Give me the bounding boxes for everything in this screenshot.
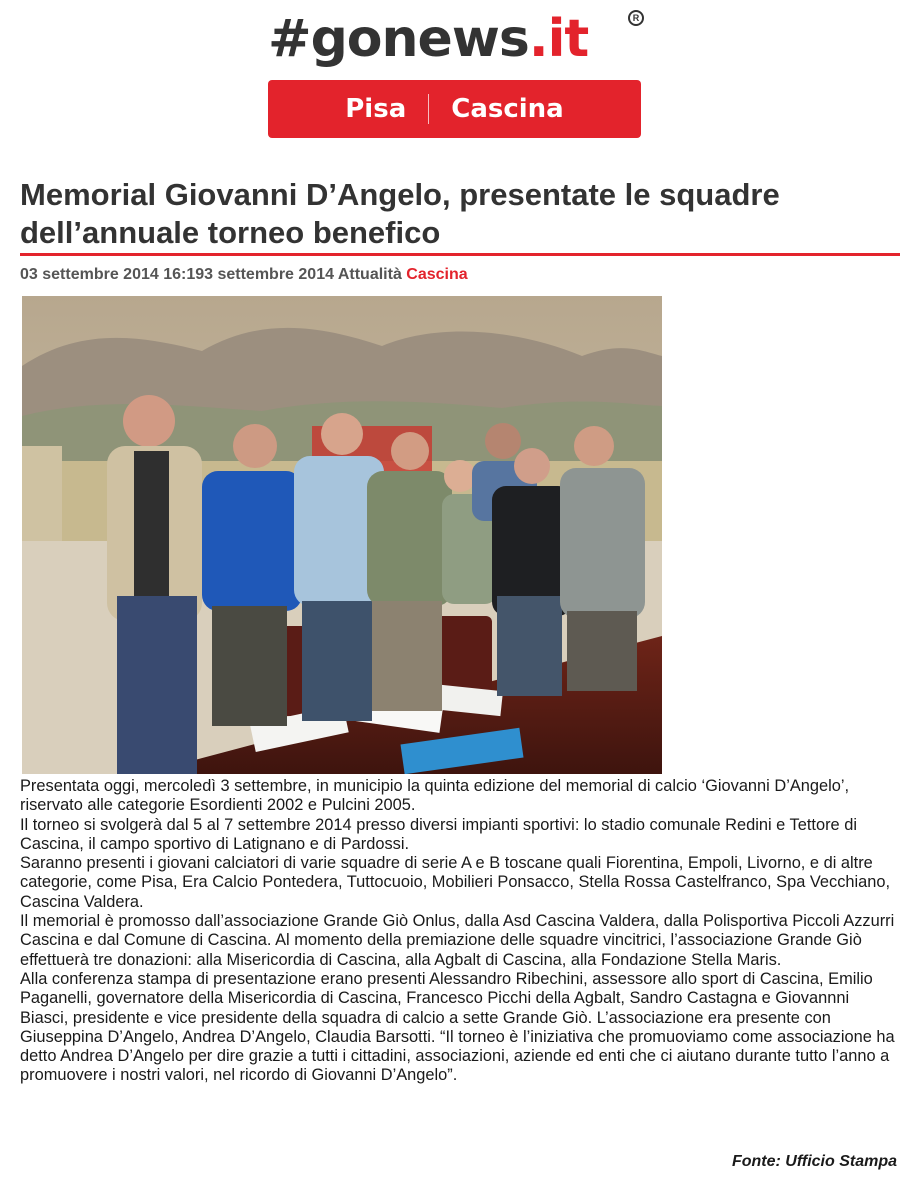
article-title: Memorial Giovanni D’Angelo, presentate le squadre dell’annuale torneo benefico	[20, 177, 780, 250]
article-body	[20, 777, 900, 1086]
article-source: Fonte: Ufficio Stampa	[731, 1153, 897, 1170]
logo-hash: #	[268, 9, 311, 69]
site-logo[interactable]	[268, 4, 648, 74]
article-date: 03 settembre 2014 16:193 settembre 2014 Attualità	[20, 266, 402, 283]
article-paragraph: Presentata oggi, mercoledì 3 settembre, in municipio la quinta edizione del memorial di calcio ‘Giovanni D’Angelo’, riservato alle categorie Esordienti 2002 e Pulcini 2005.	[20, 777, 850, 815]
article-paragraph: Saranno presenti i giovani calciatori di varie squadre di serie A e B toscane quali Fiorentina, Empoli, Livorno, e di altre categorie, come Pisa, Era Calcio Pontedera, Tuttocuoio, Mobilieri Ponsacco, Stella Rossa Castelfranco, Spa Vecchiano, Cascina Valdera.	[20, 854, 891, 911]
logo-wordmark	[268, 4, 648, 74]
logo-name: gonews	[310, 9, 529, 69]
article-paragraph: Il torneo si svolgerà dal 5 al 7 settembre 2014 presso diversi impianti sportivi: lo stadio comunale Redini e Tettore di Cascina, il campo sportivo di Latignano e di Pardossi.	[20, 815, 857, 853]
article-paragraph: Alla conferenza stampa di presentazione erano presenti Alessandro Ribechini, assessore allo sport di Cascina, Emilio Paganelli, governatore della Misericordia di Cascina, Francesco Picchi della Agbalt, Sandro Castagna e Giovannni Biasci, presidente e vice presidente della squadra di calcio a sette Grande Giò. L’associazione era presente con Giuseppina D’Angelo, Andrea D’Angelo, Claudia Barsotti. “Il torneo è l’iniziativa che promuoviamo come associazione ha detto Andrea D’Angelo per dire grazie a tutti i cittadini, associazioni, aziende ed enti che ci aiutano durante tutto l’anno a promuovere i nostri valori, nel ricordo di Giovanni D’Angelo”.	[20, 969, 895, 1085]
logo-tld: .it	[528, 9, 589, 69]
city-link-cascina[interactable]: Cascina	[451, 94, 564, 124]
city-nav-bar	[268, 80, 641, 138]
city-link-pisa[interactable]: Pisa	[345, 94, 407, 124]
article-photo	[22, 296, 662, 774]
article-paragraph: Il memorial è promosso dall’associazione Grande Giò Onlus, dalla Asd Cascina Valdera, dalla Polisportiva Piccoli Azzurri Cascina e dal Comune di Cascina. Al momento della premiazione delle squadre vincitrici, l’associazione Grande Giò effettuerà tre donazioni: alla Misericordia di Cascina, alla Agbalt di Cascina, alla Fondazione Stella Maris.	[20, 912, 895, 969]
article-category-link[interactable]: Cascina	[406, 266, 468, 283]
article-meta	[20, 266, 468, 284]
title-divider	[20, 253, 900, 256]
registered-mark-icon: R	[628, 10, 644, 26]
city-divider	[428, 94, 429, 124]
group-photo-image	[22, 296, 662, 774]
